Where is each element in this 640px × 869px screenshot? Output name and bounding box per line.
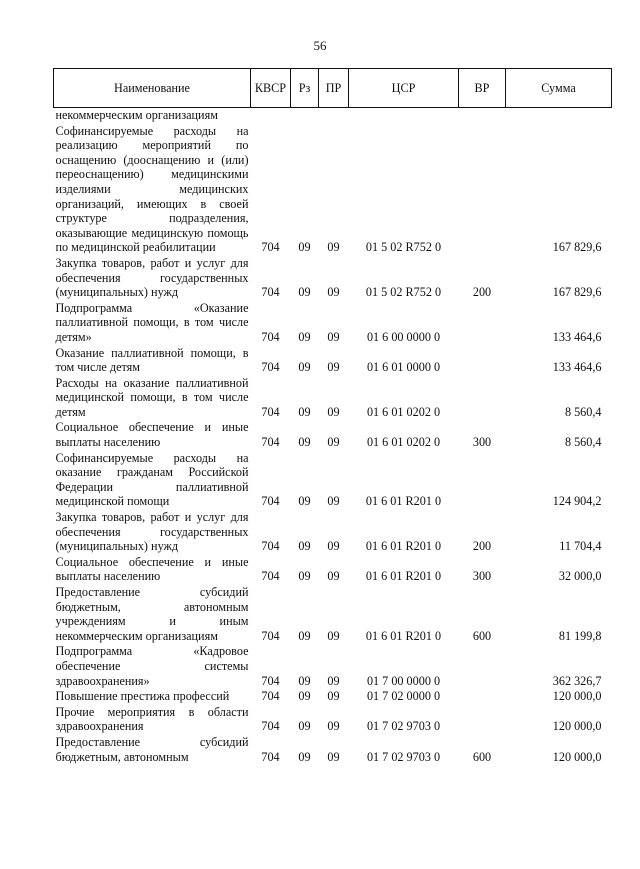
cell-csr: 01 7 02 9703 0 — [366, 749, 441, 764]
cell-name: Социальное обеспечение и иные выплаты населению — [55, 420, 249, 450]
table-row — [54, 735, 612, 765]
cell-sum: 133 464,6 — [552, 329, 602, 344]
cell-sum: 362 326,7 — [552, 673, 602, 688]
table-row — [54, 689, 612, 705]
cell-kvsr — [251, 108, 291, 124]
cell-pr: 09 — [327, 494, 340, 509]
cell-vr — [459, 705, 506, 735]
cell-name: Оказание паллиативной помощи, в том числе детям — [55, 345, 249, 375]
cell-vr — [459, 301, 506, 346]
cell-vr — [459, 124, 506, 256]
cell-name: Повышение престижа профессий — [55, 689, 230, 704]
cell-vr: 600 — [472, 749, 492, 764]
cell-rz: 09 — [298, 404, 311, 419]
cell-sum: 120 000,0 — [552, 719, 602, 734]
cell-csr: 01 6 01 R201 0 — [365, 569, 442, 584]
cell-name: Предоставление субсидий бюджетным, автономным — [55, 734, 249, 764]
table-row — [54, 451, 612, 510]
cell-csr: 01 5 02 R752 0 — [365, 240, 442, 255]
cell-name: Закупка товаров, работ и услуг для обеспечения государственных (муниципальных) нужд — [55, 510, 249, 554]
cell-pr — [319, 108, 349, 124]
cell-kvsr: 704 — [261, 539, 280, 554]
cell-pr: 09 — [327, 360, 340, 375]
cell-name: Софинансируемые расходы на реализацию мероприятий по оснащению (дооснащению и (или) переоснащению) медицинскими изделиями медицинских организаций, имеющих в своей структуре подразделения, оказывающие медицинскую помощь по медицинской реабилитации — [55, 123, 249, 255]
cell-kvsr: 704 — [261, 569, 280, 584]
cell-vr: 600 — [472, 628, 492, 643]
cell-sum: 124 904,2 — [552, 494, 602, 509]
table-row — [54, 585, 612, 644]
cell-pr: 09 — [327, 569, 340, 584]
cell-vr: 300 — [472, 435, 492, 450]
cell-csr — [349, 108, 459, 124]
cell-name: Социальное обеспечение и иные выплаты населению — [55, 554, 249, 584]
cell-name: Софинансируемые расходы на оказание гражданам Российской Федерации паллиативной медицинской помощи — [55, 450, 249, 509]
cell-vr — [459, 644, 506, 689]
cell-name: Предоставление субсидий бюджетным, автономным учреждениям и иным некоммерческим организациям — [55, 585, 249, 643]
cell-vr: 200 — [472, 539, 492, 554]
cell-pr: 09 — [327, 673, 340, 688]
cell-vr: 300 — [472, 569, 492, 584]
cell-rz: 09 — [298, 749, 311, 764]
cell-kvsr: 704 — [261, 285, 280, 300]
cell-rz: 09 — [298, 435, 311, 450]
cell-kvsr: 704 — [261, 673, 280, 688]
cell-name: Подпрограмма «Кадровое обеспечение системы здравоохранения» — [55, 644, 249, 688]
cell-pr: 09 — [327, 435, 340, 450]
header-csr: ЦСР — [349, 69, 459, 108]
cell-kvsr: 704 — [261, 749, 280, 764]
cell-rz: 09 — [298, 628, 311, 643]
cell-vr — [459, 346, 506, 376]
cell-sum: 167 829,6 — [552, 240, 602, 255]
cell-csr: 01 6 01 0202 0 — [366, 435, 441, 450]
cell-pr: 09 — [327, 329, 340, 344]
table-row — [54, 124, 612, 256]
cell-rz: 09 — [298, 719, 311, 734]
cell-csr: 01 5 02 R752 0 — [365, 285, 442, 300]
cell-vr — [459, 451, 506, 510]
cell-pr: 09 — [327, 628, 340, 643]
cell-rz: 09 — [298, 689, 311, 704]
cell-vr — [459, 689, 506, 705]
cell-kvsr: 704 — [261, 329, 280, 344]
table-row — [54, 420, 612, 450]
cell-csr: 01 7 02 0000 0 — [366, 689, 441, 704]
cell-name: Подпрограмма «Оказание паллиативной помощи, в том числе детям» — [55, 300, 249, 344]
cell-pr: 09 — [327, 749, 340, 764]
table-row — [54, 555, 612, 585]
header-rz: Рз — [291, 69, 319, 108]
cell-name: Прочие мероприятия в области здравоохранения — [55, 704, 249, 734]
cell-vr — [459, 376, 506, 421]
cell-kvsr: 704 — [261, 404, 280, 419]
cell-sum: 167 829,6 — [552, 285, 602, 300]
table-row — [54, 346, 612, 376]
cell-kvsr: 704 — [261, 360, 280, 375]
cell-csr: 01 7 00 0000 0 — [366, 673, 441, 688]
header-kvsr: КВСР — [251, 69, 291, 108]
cell-name: некоммерческим организациям — [55, 108, 218, 122]
cell-pr: 09 — [327, 719, 340, 734]
cell-csr: 01 6 01 R201 0 — [365, 494, 442, 509]
cell-kvsr: 704 — [261, 240, 280, 255]
cell-sum: 120 000,0 — [552, 689, 602, 704]
header-name: Наименование — [54, 69, 251, 108]
cell-pr: 09 — [327, 539, 340, 554]
cell-rz: 09 — [298, 329, 311, 344]
table-row — [54, 256, 612, 301]
table-row — [54, 301, 612, 346]
cell-sum — [506, 108, 612, 124]
cell-sum: 11 704,4 — [559, 539, 602, 554]
cell-rz: 09 — [298, 285, 311, 300]
cell-name: Закупка товаров, работ и услуг для обеспечения государственных (муниципальных) нужд — [55, 255, 249, 300]
header-vr: ВР — [459, 69, 506, 108]
cell-csr: 01 6 01 0000 0 — [366, 360, 441, 375]
page-number: 56 — [313, 38, 327, 53]
cell-csr: 01 6 01 R201 0 — [365, 628, 442, 643]
cell-kvsr: 704 — [261, 719, 280, 734]
header-pr: ПР — [319, 69, 349, 108]
cell-kvsr: 704 — [261, 628, 280, 643]
table-row — [54, 644, 612, 689]
header-sum: Сумма — [506, 69, 612, 108]
table-row — [54, 108, 612, 124]
cell-pr: 09 — [327, 285, 340, 300]
cell-rz: 09 — [298, 240, 311, 255]
cell-rz: 09 — [298, 360, 311, 375]
cell-vr — [459, 108, 506, 124]
cell-csr: 01 6 00 0000 0 — [366, 329, 441, 344]
table-header-row — [54, 69, 612, 108]
cell-rz — [291, 108, 319, 124]
cell-vr: 200 — [472, 285, 492, 300]
cell-pr: 09 — [327, 404, 340, 419]
cell-sum: 133 464,6 — [552, 360, 602, 375]
table-row — [54, 705, 612, 735]
cell-name: Расходы на оказание паллиативной медицинской помощи, в том числе детям — [55, 375, 249, 419]
table-row — [54, 510, 612, 555]
cell-pr: 09 — [327, 689, 340, 704]
table-row — [54, 376, 612, 421]
cell-sum: 8 560,4 — [564, 404, 602, 419]
cell-kvsr: 704 — [261, 494, 280, 509]
cell-kvsr: 704 — [261, 435, 280, 450]
cell-rz: 09 — [298, 539, 311, 554]
cell-sum: 81 199,8 — [558, 628, 602, 643]
cell-csr: 01 7 02 9703 0 — [366, 719, 441, 734]
budget-table — [53, 68, 612, 765]
cell-rz: 09 — [298, 494, 311, 509]
cell-kvsr: 704 — [261, 689, 280, 704]
cell-sum: 8 560,4 — [564, 435, 602, 450]
cell-csr: 01 6 01 0202 0 — [366, 404, 441, 419]
cell-pr: 09 — [327, 240, 340, 255]
cell-csr: 01 6 01 R201 0 — [365, 539, 442, 554]
cell-rz: 09 — [298, 569, 311, 584]
cell-sum: 120 000,0 — [552, 749, 602, 764]
cell-rz: 09 — [298, 673, 311, 688]
cell-sum: 32 000,0 — [558, 569, 602, 584]
